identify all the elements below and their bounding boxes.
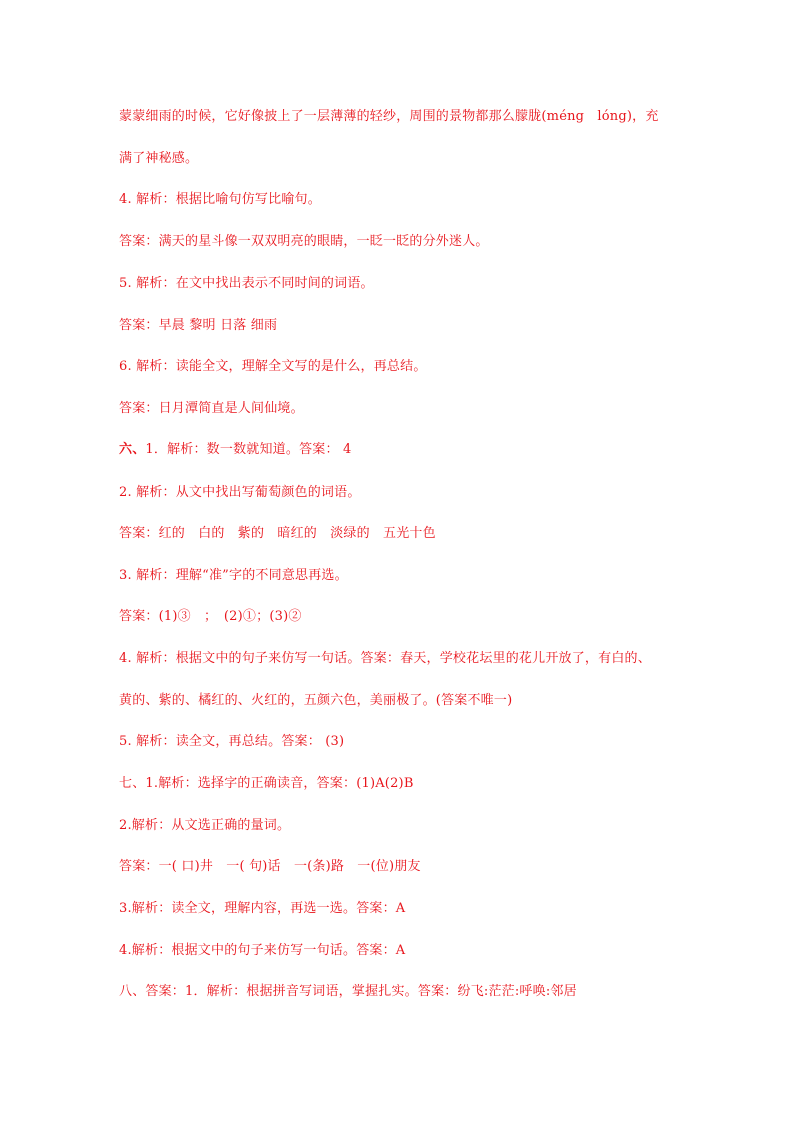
section-eight-q1: 八、答案：1．解析：根据拼音写词语，掌握扎实。答案：纷飞:茫茫:呼唤:邻居 [119,984,577,999]
text-line-2: 满了神秘感。 [119,151,199,166]
section-six-label: 六、 [119,442,146,457]
six-q2-analysis: 2. 解析：从文中找出写葡萄颜色的词语。 [119,485,361,500]
seven-q2-analysis: 2.解析：从文选正确的量词。 [119,818,291,833]
section-seven-q1: 七、1.解析：选择字的正确读音，答案：(1)A(2)B [119,776,414,791]
q5-analysis: 5. 解析：在文中找出表示不同时间的词语。 [119,276,374,291]
q4-answer: 答案：满天的星斗像一双双明亮的眼睛，一眨一眨的分外迷人。 [119,234,489,249]
six-q2-answer: 答案：红的 白的 紫的 暗红的 淡绿的 五光十色 [119,526,436,541]
q5-answer: 答案：早晨 黎明 日落 细雨 [119,318,278,333]
section-six-q1 [119,441,351,459]
q6-analysis: 6. 解析：读能全文，理解全文写的是什么，再总结。 [119,359,427,374]
six-q3-analysis: 3. 解析：理解“准”字的不同意思再选。 [119,568,348,583]
seven-q2-answer: 答案：一( 口)井 一( 句)话 一(条)路 一(位)朋友 [119,859,421,874]
six-q4-continuation: 黄的、紫的、橘红的、火红的，五颜六色，美丽极了。(答案不唯一) [119,693,513,708]
six-q5: 5. 解析：读全文，再总结。答案： (3) [119,734,345,749]
q6-answer: 答案：日月潭简直是人间仙境。 [119,401,304,416]
six-q4-analysis: 4. 解析：根据文中的句子来仿写一句话。答案：春天，学校花坛里的花儿开放了，有白的、 [119,651,651,666]
q4-analysis: 4. 解析：根据比喻句仿写比喻句。 [119,192,321,207]
seven-q4: 4.解析：根据文中的句子来仿写一句话。答案：A [119,943,406,958]
six-q3-answer: 答案：(1)③ ； (2)①；(3)② [119,609,302,624]
text-line-1: 蒙蒙细雨的时候，它好像披上了一层薄薄的轻纱，周围的景物都那么朦胧(méng lóng)，充 [119,109,659,124]
seven-q3: 3.解析：读全文，理解内容，再选一选。答案：A [119,901,406,916]
section-six-q1-text: 1．解析：数一数就知道。答案： 4 [145,442,352,457]
